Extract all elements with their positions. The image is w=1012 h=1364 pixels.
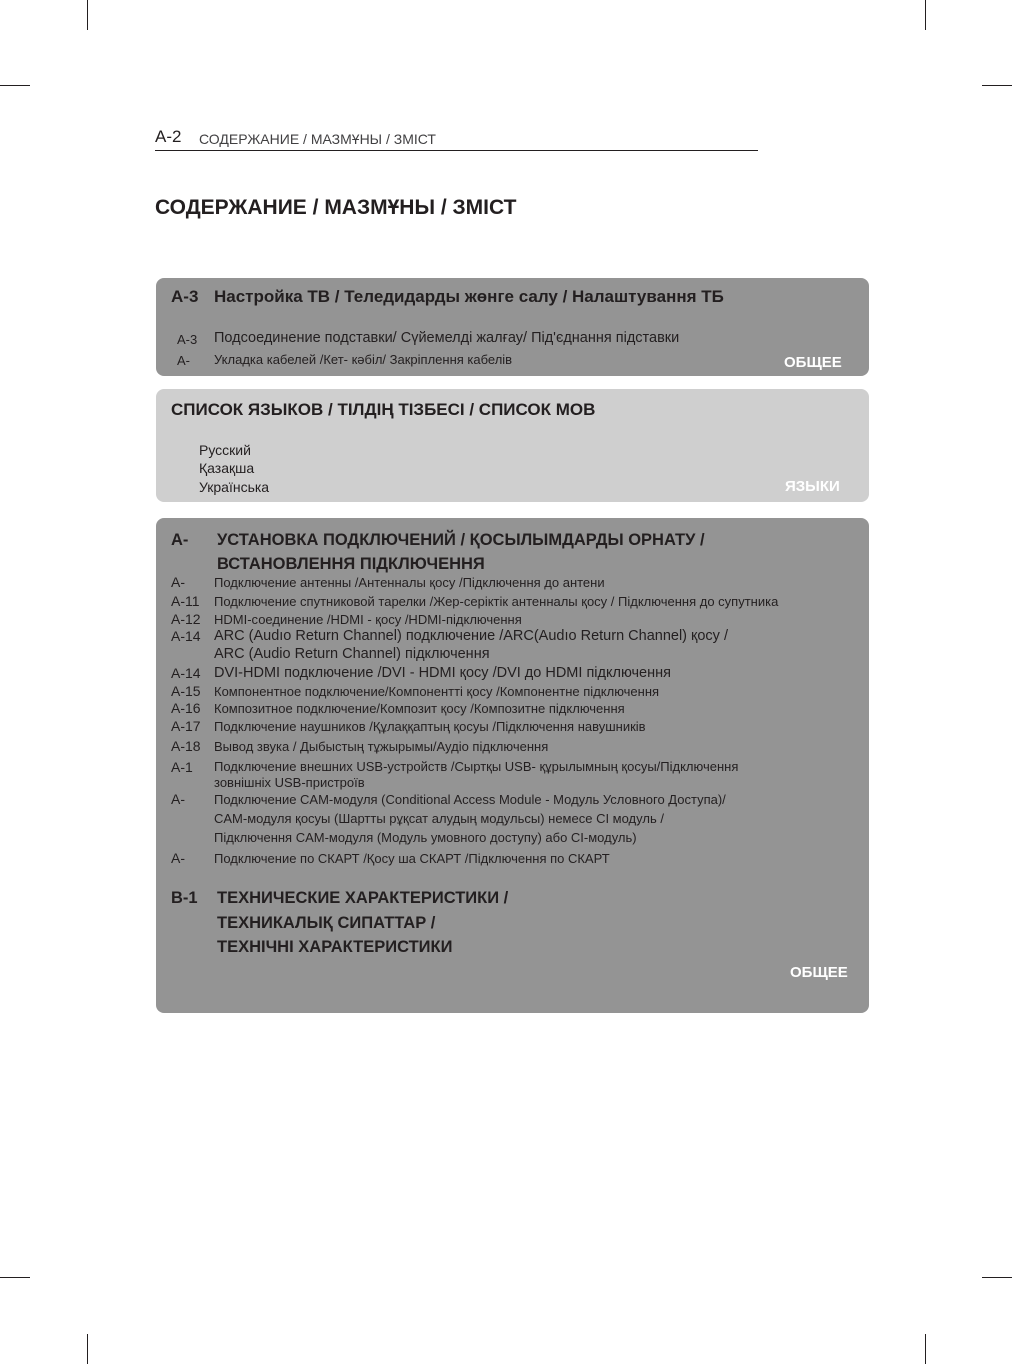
toc-page-ref: A-	[177, 353, 190, 368]
toc-entry: Підключення CAM-модуля (Модуль умовного доступу) або CI-модуль)	[214, 830, 637, 845]
running-header	[155, 126, 758, 151]
toc-entry: Вывод звука / Дыбыстың тұжырымы/Аудіо підключення	[214, 739, 549, 754]
toc-page-ref: A-	[171, 574, 185, 590]
toc-page-ref: A-12	[171, 611, 201, 627]
section-connections-panel	[156, 518, 869, 1013]
language-item: Русский	[199, 442, 251, 458]
toc-page-ref: A-17	[171, 718, 201, 734]
toc-page-ref: A-16	[171, 700, 201, 716]
crop-mark	[87, 0, 88, 30]
toc-entry: Компонентное подключение/Компоненттi қосу /Компонентне підключення	[214, 684, 660, 699]
toc-page-ref: A-3	[177, 332, 198, 347]
header-title: СОДЕРЖАНИЕ / МАЗМҰНЫ / ЗМІСТ	[199, 131, 436, 147]
section-title: СПИСОК ЯЗЫКОВ / ТІЛДІҢ ТІЗБЕСІ / СПИСОК МОВ	[171, 400, 596, 419]
toc-entry: Подключение внешних USB-устройств /Сыртқы USB- құрылымның қосуы/Підключення	[214, 759, 739, 774]
crop-mark	[982, 85, 1012, 86]
section-tag: ОБЩЕЕ	[790, 964, 848, 981]
section-tag: ЯЗЫКИ	[785, 478, 840, 495]
toc-entry: Подключение CAM-модуля (Conditional Access Module - Модуль Условного Доступа)/	[214, 792, 726, 807]
toc-entry: Подсоединение подставки/ Сүйемелді жалғау/ Під'єднання підставки	[214, 330, 680, 346]
toc-entry: зовнішніх USB-пристроїв	[214, 775, 365, 790]
toc-entry: Подключение спутниковой тарелки /Жер-серіктік антенналы қосу / Підключення до супутника	[214, 594, 779, 609]
header-page-number: A-2	[155, 127, 182, 146]
toc-entry: CAM-модуля қосуы (Шартты рұқсат алудың модульсы) немесе CI модуль /	[214, 811, 664, 826]
toc-page-ref: A-1	[171, 759, 193, 775]
crop-mark	[0, 1277, 30, 1278]
toc-page-ref: A-11	[171, 593, 200, 609]
crop-mark	[925, 0, 926, 30]
section-page-ref: A-	[171, 531, 189, 549]
toc-entry: ARC (Audıo Return Channel) подключение /ARC(Audıo Return Channel) қосу /	[214, 628, 728, 644]
crop-mark	[925, 1334, 926, 1364]
toc-entry: Укладка кабелей /Кет- кәбіл/ Закріплення кабелів	[214, 352, 513, 367]
toc-page-ref: A-14	[171, 665, 201, 681]
crop-mark	[982, 1277, 1012, 1278]
page-title: СОДЕРЖАНИЕ / МАЗМҰНЫ / ЗМІСТ	[155, 196, 517, 219]
toc-entry: Композитное подключение/Композит қосу /Композитне підключення	[214, 701, 625, 716]
toc-entry: Подключение антенны /Антенналы қосу /Підключення до антени	[214, 575, 605, 590]
section-languages-panel	[156, 389, 869, 502]
section-page-ref: A-3	[171, 287, 199, 306]
toc-page-ref: A-	[171, 791, 185, 807]
specs-title-line: ТЕХНИЧЕСКИЕ ХАРАКТЕРИСТИКИ /	[217, 889, 509, 907]
language-item: Қазақша	[199, 460, 255, 476]
toc-page-ref: A-15	[171, 683, 201, 699]
toc-entry: Подключение наушников /Құлаққаптың қосуы /Підключення навушників	[214, 719, 646, 734]
section-title: Настройка ТВ / Теледидарды жөнге салу / Налаштування ТБ	[214, 287, 724, 306]
crop-mark	[0, 85, 30, 86]
crop-mark	[87, 1334, 88, 1364]
specs-title-line: ТЕХНІЧНІ ХАРАКТЕРИСТИКИ	[217, 938, 453, 956]
toc-entry: ARC (Audio Return Channel) підключення	[214, 646, 490, 662]
toc-entry: HDMI-соединение /HDMI - қосу /HDMI-підключення	[214, 612, 522, 627]
language-item: Українська	[199, 479, 270, 495]
toc-entry: DVI-HDMI подключение /DVI - HDMI қосу /DVI до HDMI підключення	[214, 665, 671, 681]
specs-page-ref: B-1	[171, 889, 198, 907]
section-setup-panel	[156, 278, 869, 376]
toc-page-ref: A-	[171, 850, 185, 866]
section-title-line: УСТАНОВКА ПОДКЛЮЧЕНИЙ / ҚОСЫЛЫМДАРДЫ ОРНАТУ /	[217, 531, 705, 549]
toc-entry: Подключение по СКАРТ /Қосу ша СКАРТ /Підключення по СКАРТ	[214, 851, 610, 866]
toc-page-ref: A-18	[171, 738, 201, 754]
section-title-line: ВСТАНОВЛЕННЯ ПІДКЛЮЧЕННЯ	[217, 555, 485, 573]
section-tag: ОБЩЕЕ	[784, 354, 842, 371]
toc-page-ref: A-14	[171, 628, 201, 644]
specs-title-line: ТЕХНИКАЛЫҚ СИПАТТАР /	[217, 914, 436, 932]
